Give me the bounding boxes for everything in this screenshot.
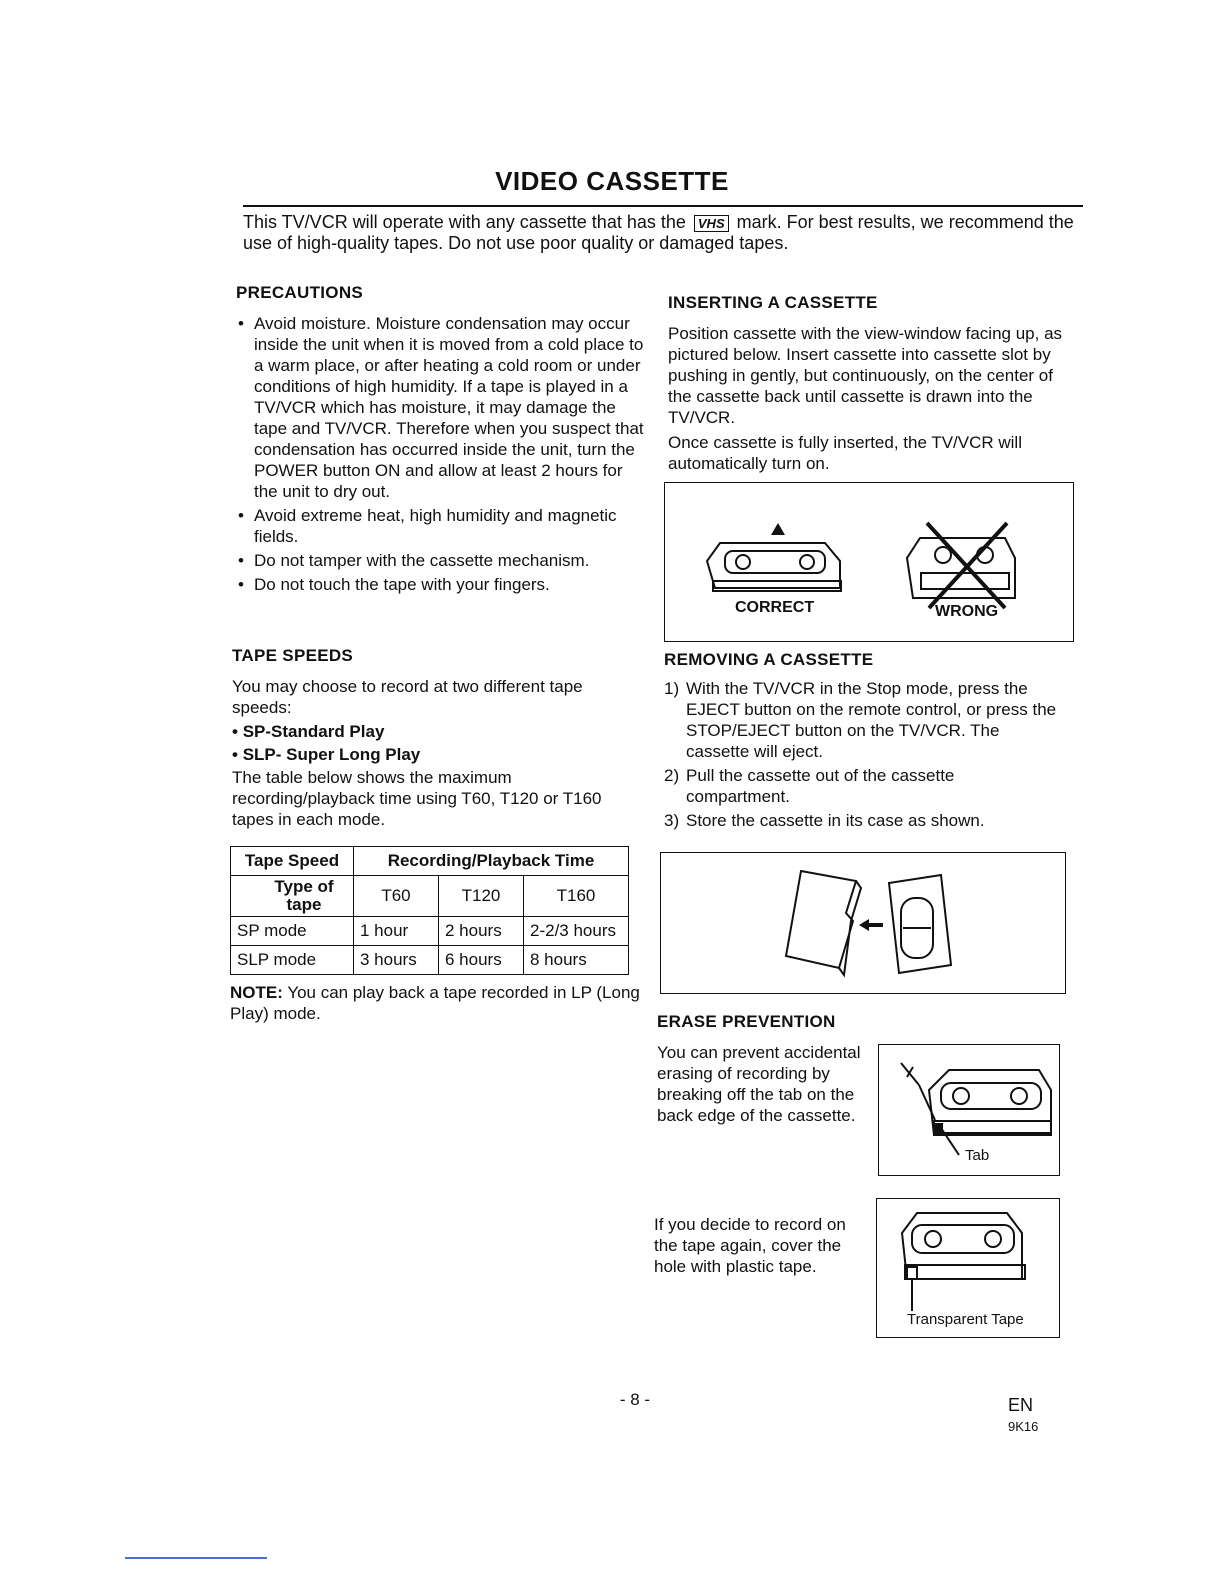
insert-figure [664, 482, 1074, 642]
erase-para-2: If you decide to record on the tape again, cover the hole with plastic tape. [654, 1215, 846, 1276]
wrong-label: WRONG [935, 603, 999, 620]
removing-step: 3) Store the cassette in its case as shown. [664, 811, 985, 830]
tape-speeds-intro: You may choose to record at two different tape speeds: [232, 677, 583, 717]
tape-speeds-description: The table below shows the maximum recording/playback time using T60, T120 or T160 tapes in each mode. [232, 768, 602, 829]
page-title: VIDEO CASSETTE [495, 166, 729, 196]
table-col-header: T120 [439, 876, 524, 917]
inserting-para-2: Once cassette is fully inserted, the TV/VCR will automatically turn on. [668, 433, 1022, 473]
removing-steps [664, 678, 1060, 831]
tab-label: Tab [965, 1147, 990, 1164]
edge-mark [125, 1557, 267, 1559]
table-col-header: T160 [524, 876, 629, 917]
arrow-left-icon [859, 919, 869, 931]
title-rule [243, 205, 1083, 207]
table-cell: 3 hours [354, 946, 439, 975]
precaution-item: • Do not touch the tape with your fingers. [236, 574, 648, 595]
intro-text-end: mark. For best results, we recommend the use of high-quality tapes. Do not use poor quality or damaged tapes. [243, 212, 1074, 253]
tape-speeds-section [232, 646, 642, 830]
transparent-tape-figure [876, 1198, 1060, 1338]
tab-figure [878, 1044, 1060, 1176]
table-row [231, 946, 629, 975]
note-label: NOTE: [230, 983, 283, 1002]
table-row-mode: SLP mode [231, 946, 354, 975]
intro-text-start: This TV/VCR will operate with any cassette that has the [243, 212, 686, 232]
table-cell: 6 hours [439, 946, 524, 975]
intro-paragraph [243, 212, 1083, 254]
inserting-para-1: Position cassette with the view-window facing up, as pictured below. Insert cassette into cassette slot by pushing in gently, but continuously, on the center of the cassette back until cassette is drawn into the TV/VCR. [668, 324, 1063, 427]
removing-step: 2) Pull the cassette out of the cassette compartment. [664, 766, 955, 806]
table-group-header: Recording/Playback Time [354, 847, 629, 876]
precautions-section [236, 283, 648, 598]
insert-arrow-icon [771, 523, 785, 535]
table-cell: 2-2/3 hours [524, 917, 629, 946]
tape-speeds-heading: TAPE SPEEDS [232, 646, 354, 665]
table-cell: 1 hour [354, 917, 439, 946]
cassette-case-illustration [661, 853, 1065, 993]
wrong-x-icon [927, 523, 1007, 608]
removing-heading: REMOVING A CASSETTE [664, 650, 874, 669]
transparent-tape-label: Transparent Tape [907, 1311, 1024, 1328]
erase-section [657, 1012, 877, 1126]
tape-speed-table-wrap [230, 846, 629, 975]
page-number: - 8 - [619, 1390, 651, 1409]
vhs-mark: VHS [694, 215, 729, 232]
precautions-heading: PRECAUTIONS [236, 283, 364, 302]
table-corner-top: Tape Speed [231, 847, 354, 876]
table-col-header: T60 [354, 876, 439, 917]
inserting-section [668, 293, 1076, 474]
precaution-item: • Avoid moisture. Moisture condensation may occur inside the unit when it is moved from a cold place to a warm place, or after heating a cold room or under conditions of high humidity. If a tape is played in a TV/VCR which has moisture, it may damage the tape and TV/VCR. Therefore when you suspect that condensation has occurred inside the unit, turn the POWER button ON and allow at least 2 hours for the unit to dry out. [236, 313, 648, 502]
table-row [231, 917, 629, 946]
speed-mode-sp: • SP-Standard Play [232, 722, 385, 741]
table-cell: 2 hours [439, 917, 524, 946]
precautions-list [236, 313, 648, 595]
erase-para-1: You can prevent accidental erasing of recording by breaking off the tab on the back edge of the cassette. [657, 1043, 861, 1125]
table-cell: 8 hours [524, 946, 629, 975]
speed-mode-slp: • SLP- Super Long Play [232, 745, 421, 764]
document-code: 9K16 [1008, 1419, 1039, 1434]
precaution-item: • Avoid extreme heat, high humidity and magnetic fields. [236, 505, 648, 547]
store-figure [660, 852, 1066, 994]
removing-step: 1) With the TV/VCR in the Stop mode, press the EJECT button on the remote control, or press the STOP/EJECT button on the TV/VCR. The cassette will eject. [664, 679, 1057, 761]
precaution-item: • Do not tamper with the cassette mechanism. [236, 550, 648, 571]
inserting-heading: INSERTING A CASSETTE [668, 293, 878, 312]
table-corner-bottom: Type of tape [231, 876, 354, 917]
removing-section [664, 650, 1060, 834]
tape-speeds-note [230, 982, 640, 1024]
note-text: You can play back a tape recorded in LP (Long Play) mode. [230, 983, 640, 1023]
erase-heading: ERASE PREVENTION [657, 1012, 836, 1031]
table-row-mode: SP mode [231, 917, 354, 946]
tape-speed-table [230, 846, 629, 975]
insert-illustration [665, 483, 1073, 641]
correct-label: CORRECT [735, 599, 815, 616]
language-code: EN [1008, 1395, 1034, 1415]
